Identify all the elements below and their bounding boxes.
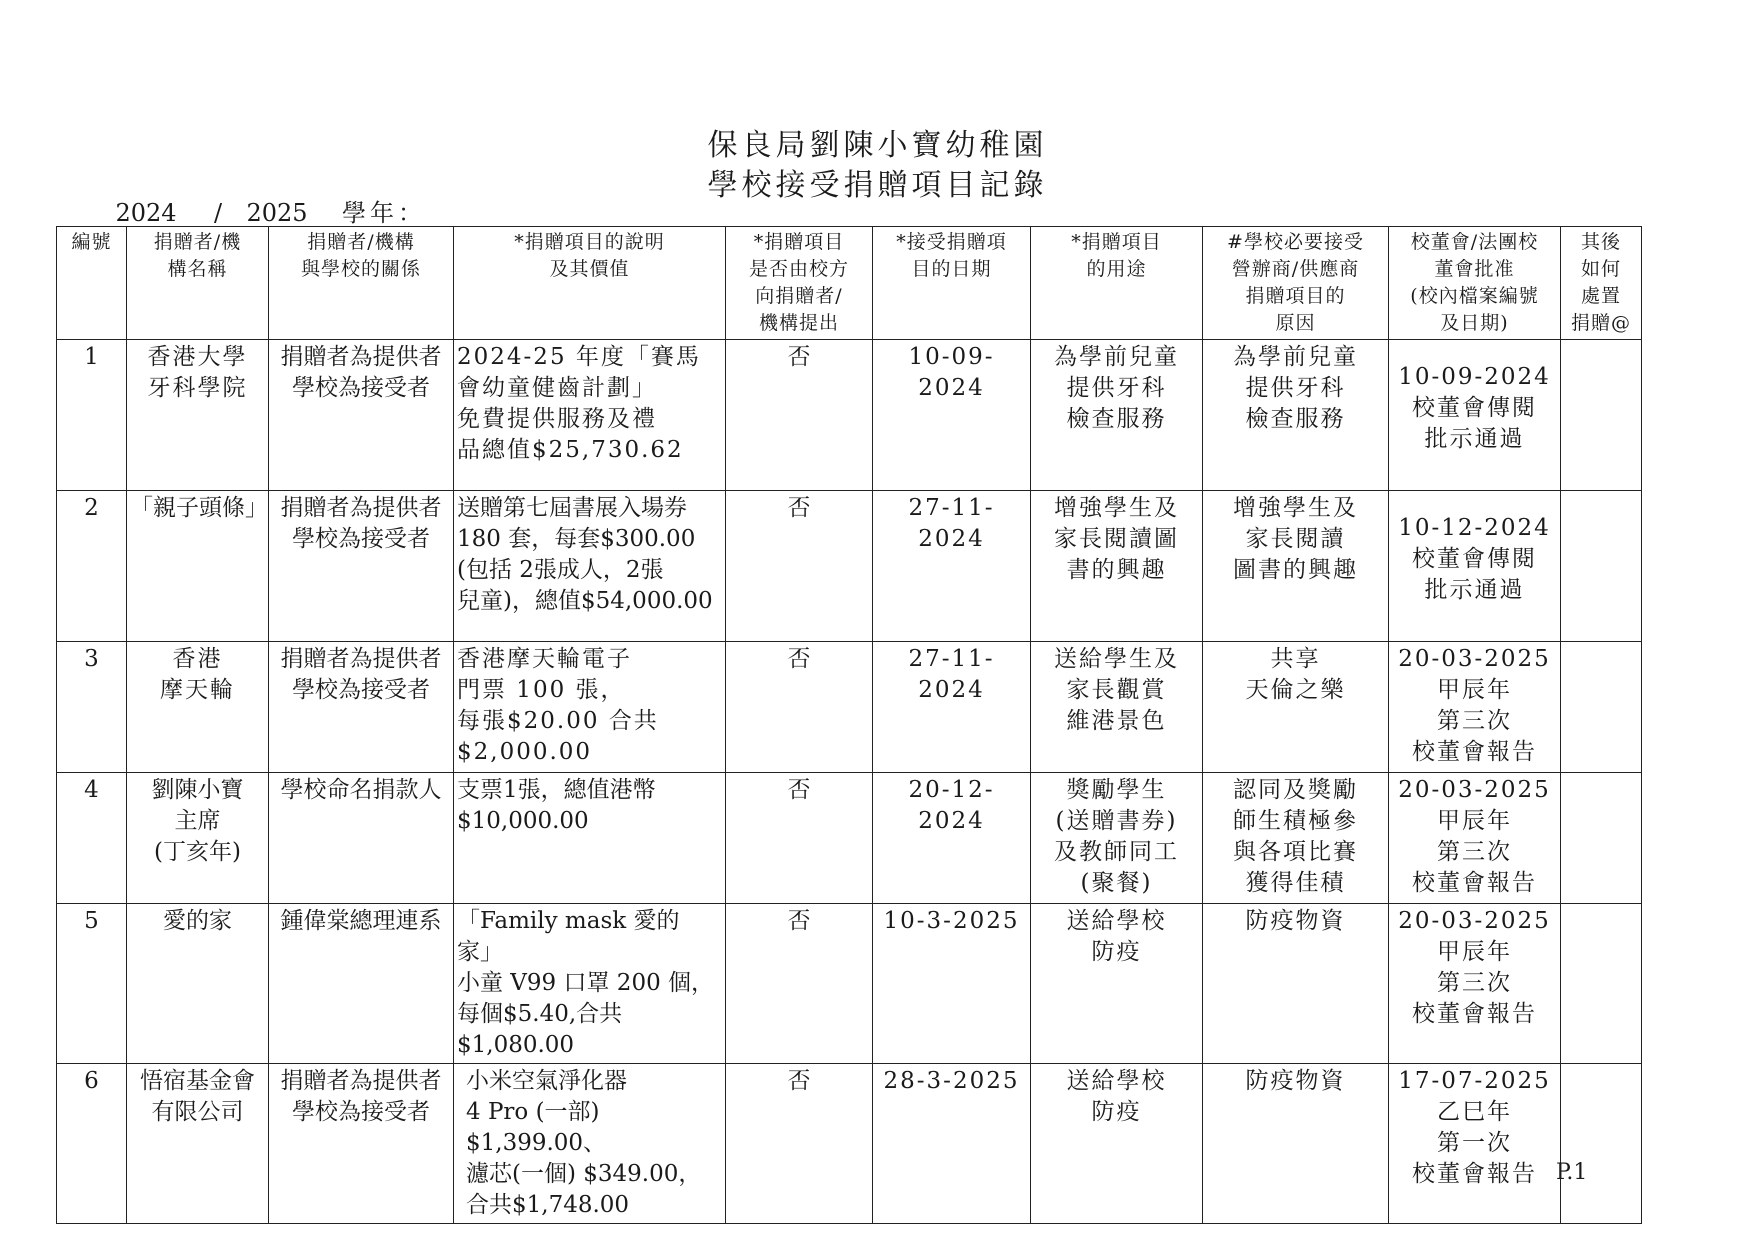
col-header-description: *捐贈項目的說明 及其價值 — [454, 227, 726, 340]
cell-donor: 悟宿基金會 有限公司 — [127, 1064, 269, 1224]
cell-donor: 香港大學 牙科學院 — [127, 340, 269, 491]
cell-date: 27-11-2024 — [873, 491, 1031, 642]
cell-approval: 20-03-2025 甲辰年 第三次 校董會報告 — [1389, 642, 1561, 773]
cell-date: 28-3-2025 — [873, 1064, 1031, 1224]
cell-donor: 「親子頭條」 — [127, 491, 269, 642]
year-label: 學年： — [342, 199, 426, 227]
year-start: 2024 — [82, 200, 210, 227]
cell-date: 20-12-2024 — [873, 773, 1031, 904]
cell-reason: 共享 天倫之樂 — [1203, 642, 1389, 773]
table-header-row — [57, 227, 1642, 340]
table-row — [57, 904, 1642, 1064]
cell-date: 10-3-2025 — [873, 904, 1031, 1064]
cell-number: 2 — [57, 491, 127, 642]
cell-donor: 劉陳小寶 主席 (丁亥年) — [127, 773, 269, 904]
cell-reason: 為學前兒童 提供牙科 檢查服務 — [1203, 340, 1389, 491]
cell-number: 4 — [57, 773, 127, 904]
cell-description: 「Family mask 愛的家」 小童 V99 口罩 200 個， 每個$5.40,合共$1,080.00 — [454, 904, 726, 1064]
cell-purpose: 送給學生及 家長觀賞 維港景色 — [1031, 642, 1203, 773]
cell-description: 小米空氣淨化器 4 Pro (一部) $1,399.00、 濾芯(一個) $349.00， 合共$1,748.00 — [454, 1064, 726, 1224]
table-row — [57, 642, 1642, 773]
cell-approval: 10-09-2024 校董會傳閱 批示通過 — [1389, 340, 1561, 491]
cell-purpose: 獎勵學生 (送贈書券) 及教師同工 (聚餐) — [1031, 773, 1203, 904]
cell-approval: 20-03-2025 甲辰年 第三次 校董會報告 — [1389, 904, 1561, 1064]
cell-purpose: 增強學生及 家長閱讀圖 書的興趣 — [1031, 491, 1203, 642]
cell-relation: 捐贈者為提供者 學校為接受者 — [269, 1064, 454, 1224]
cell-reason: 增強學生及 家長閱讀 圖書的興趣 — [1203, 491, 1389, 642]
cell-number: 3 — [57, 642, 127, 773]
col-header-approval: 校董會/法團校 董會批准 (校內檔案編號 及日期) — [1389, 227, 1561, 340]
col-header-reason: #學校必要接受 營辦商/供應商 捐贈項目的 原因 — [1203, 227, 1389, 340]
table-row — [57, 773, 1642, 904]
cell-requested: 否 — [726, 904, 873, 1064]
cell-relation: 捐贈者為提供者 學校為接受者 — [269, 642, 454, 773]
cell-number: 6 — [57, 1064, 127, 1224]
cell-relation: 捐贈者為提供者 學校為接受者 — [269, 340, 454, 491]
table-row — [57, 491, 1642, 642]
cell-disposal — [1561, 904, 1642, 1064]
cell-reason: 認同及獎勵 師生積極參 與各項比賽 獲得佳積 — [1203, 773, 1389, 904]
col-header-relation: 捐贈者/機構 與學校的關係 — [269, 227, 454, 340]
donation-record-table — [56, 226, 1642, 1224]
cell-disposal — [1561, 642, 1642, 773]
cell-date: 27-11-2024 — [873, 642, 1031, 773]
cell-requested: 否 — [726, 1064, 873, 1224]
cell-approval: 17-07-2025 乙巳年 第一次 校董會報告 — [1389, 1064, 1561, 1224]
cell-reason: 防疫物資 — [1203, 1064, 1389, 1224]
col-header-number: 編號 — [57, 227, 127, 340]
cell-relation: 學校命名捐款人 — [269, 773, 454, 904]
cell-description: 香港摩天輪電子 門票 100 張， 每張$20.00 合共 $2,000.00 — [454, 642, 726, 773]
cell-disposal — [1561, 491, 1642, 642]
cell-disposal — [1561, 773, 1642, 904]
cell-number: 5 — [57, 904, 127, 1064]
cell-requested: 否 — [726, 642, 873, 773]
cell-number: 1 — [57, 340, 127, 491]
cell-requested: 否 — [726, 491, 873, 642]
cell-date: 10-09-2024 — [873, 340, 1031, 491]
cell-approval: 20-03-2025 甲辰年 第三次 校董會報告 — [1389, 773, 1561, 904]
cell-purpose: 送給學校 防疫 — [1031, 904, 1203, 1064]
table-row — [57, 340, 1642, 491]
cell-description: 支票1張，總值港幣 $10,000.00 — [454, 773, 726, 904]
cell-requested: 否 — [726, 773, 873, 904]
table-row — [57, 1064, 1642, 1224]
col-header-donor: 捐贈者/機 構名稱 — [127, 227, 269, 340]
cell-disposal — [1561, 340, 1642, 491]
page-number: P.1 — [1556, 1160, 1588, 1185]
cell-donor: 愛的家 — [127, 904, 269, 1064]
cell-reason: 防疫物資 — [1203, 904, 1389, 1064]
cell-description: 送贈第七屆書展入場券 180 套，每套$300.00 (包括 2張成人，2張 兒童)，總值$54,000.00 — [454, 491, 726, 642]
cell-donor: 香港 摩天輪 — [127, 642, 269, 773]
cell-purpose: 送給學校 防疫 — [1031, 1064, 1203, 1224]
year-separator: / — [213, 199, 223, 227]
year-end: 2025 — [226, 200, 328, 227]
school-year-line — [82, 193, 426, 228]
cell-relation: 鍾偉棠總理連系 — [269, 904, 454, 1064]
cell-requested: 否 — [726, 340, 873, 491]
cell-relation: 捐贈者為提供者 學校為接受者 — [269, 491, 454, 642]
cell-approval: 10-12-2024 校董會傳閱 批示通過 — [1389, 491, 1561, 642]
col-header-requested: *捐贈項目 是否由校方 向捐贈者/ 機構提出 — [726, 227, 873, 340]
cell-description: 2024-25 年度「賽馬 會幼童健齒計劃」 免費提供服務及禮 品總值$25,730.62 — [454, 340, 726, 491]
col-header-date: *接受捐贈項 目的日期 — [873, 227, 1031, 340]
col-header-disposal: 其後 如何 處置 捐贈@ — [1561, 227, 1642, 340]
document-subtitle: 學校接受捐贈項目記錄 — [707, 168, 1048, 203]
document-title: 保良局劉陳小寶幼稚園 — [707, 128, 1048, 163]
col-header-purpose: *捐贈項目 的用途 — [1031, 227, 1203, 340]
cell-purpose: 為學前兒童 提供牙科 檢查服務 — [1031, 340, 1203, 491]
cell-disposal — [1561, 1064, 1642, 1224]
